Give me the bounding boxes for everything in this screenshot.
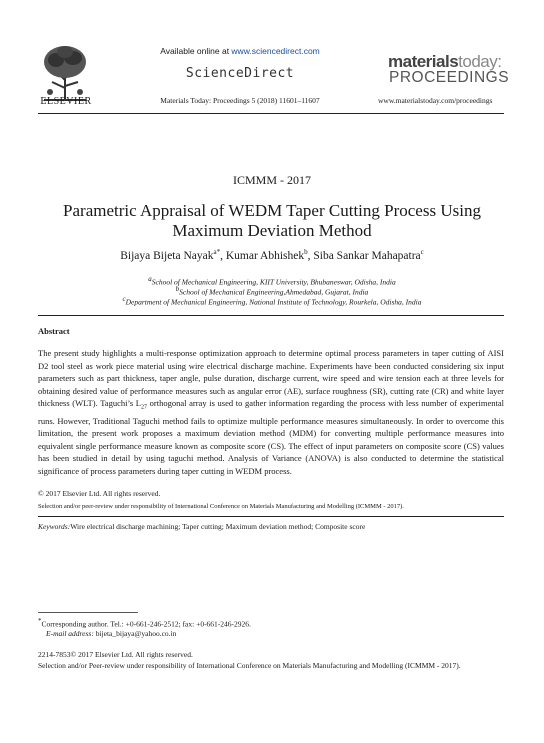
email-line bbox=[46, 629, 176, 638]
elsevier-tree-logo-icon bbox=[40, 42, 90, 104]
affiliation-mark: a bbox=[148, 275, 152, 283]
affiliation-mark: c bbox=[122, 295, 126, 303]
copyright-line: © 2017 Elsevier Ltd. All rights reserved. bbox=[38, 489, 161, 498]
corresponding-author-text: Corresponding author. Tel.: +0-661-246-2512; fax: +0-661-246-2926. bbox=[41, 619, 251, 629]
author-name: Bijaya Bijeta Nayak bbox=[120, 249, 214, 262]
author-separator: , bbox=[307, 249, 314, 262]
brand-colon: : bbox=[497, 52, 502, 71]
author-separator: , bbox=[220, 249, 226, 262]
keywords-text: Wire electrical discharge machining; Taper cutting; Maximum deviation method; Composite score bbox=[70, 522, 366, 531]
author-affiliation-mark: a* bbox=[213, 248, 221, 256]
conference-name: ICMMM - 2017 bbox=[232, 173, 311, 187]
sciencedirect-wordmark: ScienceDirect bbox=[185, 66, 295, 81]
abstract-part-2: orthogonal array is used to gather information regarding the process with less number of experimental runs. However, Traditional Taguchi method fails to optimize multiple performance measures simultaneously. In order to overcome this limitation, the present work proposes a maximum deviation method (MDM) for converting multiple performance measures into equivalent single performance measure known as composite score (CS). The effect of input parameters on composite score (CS) values has been studied in detail by using taguchi method. Analysis of Variance (ANOVA) is also conducted to determine the statistical significance of process parameters during taper cutting in WEDM process. bbox=[38, 398, 505, 477]
affiliation-mark: b bbox=[175, 285, 180, 293]
affiliation-text: School of Mechanical Engineering, KIIT University, Bhubaneswar, Odisha, India bbox=[151, 277, 396, 287]
affiliation-text: School of Mechanical Engineering,Ahmedabad, Gujarat, India bbox=[179, 287, 369, 297]
journal-citation: Materials Today: Proceedings 5 (2018) 11601–11607 bbox=[160, 96, 320, 105]
array-subscript: 27 bbox=[140, 405, 147, 412]
footer-peer-review: Selection and/or Peer-review under responsibility of International Conference on Materials Manufacturing and Modelling (ICMMM - 2017). bbox=[38, 661, 461, 670]
keywords-line bbox=[38, 522, 365, 531]
author-name: Siba Sankar Mahapatra bbox=[313, 249, 421, 262]
author-affiliation-mark: b bbox=[304, 248, 308, 256]
abstract-text bbox=[38, 347, 504, 478]
journal-url[interactable]: www.materialstoday.com/proceedings bbox=[378, 96, 493, 105]
corresponding-author-note bbox=[38, 617, 251, 629]
keywords-label: Keywords: bbox=[38, 522, 71, 531]
available-online-line bbox=[110, 46, 370, 56]
email-address[interactable]: bijeta_bijaya@yahoo.co.in bbox=[93, 629, 177, 638]
footnote-divider bbox=[38, 612, 138, 613]
brand-materials: materials bbox=[388, 52, 459, 71]
proceedings-logo-text: PROCEEDINGS bbox=[389, 69, 510, 86]
author-name: Kumar Abhishek bbox=[225, 249, 305, 262]
available-prefix: Available online at bbox=[160, 46, 232, 56]
abstract-part-1: The present study highlights a multi-response optimization approach to determine optimal process parameters in taper cutting of AISI D2 tool steel as work piece material using wire electrical discharge machine. Experiments have been conducted considering six input parameters such as part thickness, taper angle, pulse duration, discharge current, wire speed and wire tension each at three levels for obtaining desired value of performance measures such as angular error (AE), surface roughness (SR), cutting rate (CR) and white layer thickness (WLT). Taguchi’s L bbox=[38, 348, 504, 409]
abstract-divider bbox=[38, 315, 504, 316]
brand-today: today bbox=[458, 52, 498, 71]
affiliation-c bbox=[40, 295, 504, 307]
sciencedirect-link[interactable]: www.sciencedirect.com bbox=[231, 46, 320, 56]
keywords-divider bbox=[38, 516, 504, 517]
affiliation-text: Department of Mechanical Engineering, National Institute of Technology, Rourkela, Odisha, India bbox=[125, 297, 422, 307]
footnote-mark: * bbox=[38, 617, 42, 625]
abstract-heading: Abstract bbox=[38, 326, 70, 336]
paper-title: Parametric Appraisal of WEDM Taper Cutting Process Using Maximum Deviation Method bbox=[63, 201, 481, 240]
email-label: E-mail address: bbox=[46, 629, 94, 638]
author-list bbox=[40, 248, 504, 262]
header-divider bbox=[38, 113, 504, 114]
issn-line: 2214-7853© 2017 Elsevier Ltd. All rights reserved. bbox=[38, 650, 193, 659]
peer-review-line: Selection and/or peer-review under responsibility of International Conference on Materials Manufacturing and Modelling (ICMMM - 2017). bbox=[38, 503, 404, 510]
elsevier-wordmark: ELSEVIER bbox=[40, 96, 92, 107]
author-affiliation-mark: c bbox=[420, 248, 424, 256]
